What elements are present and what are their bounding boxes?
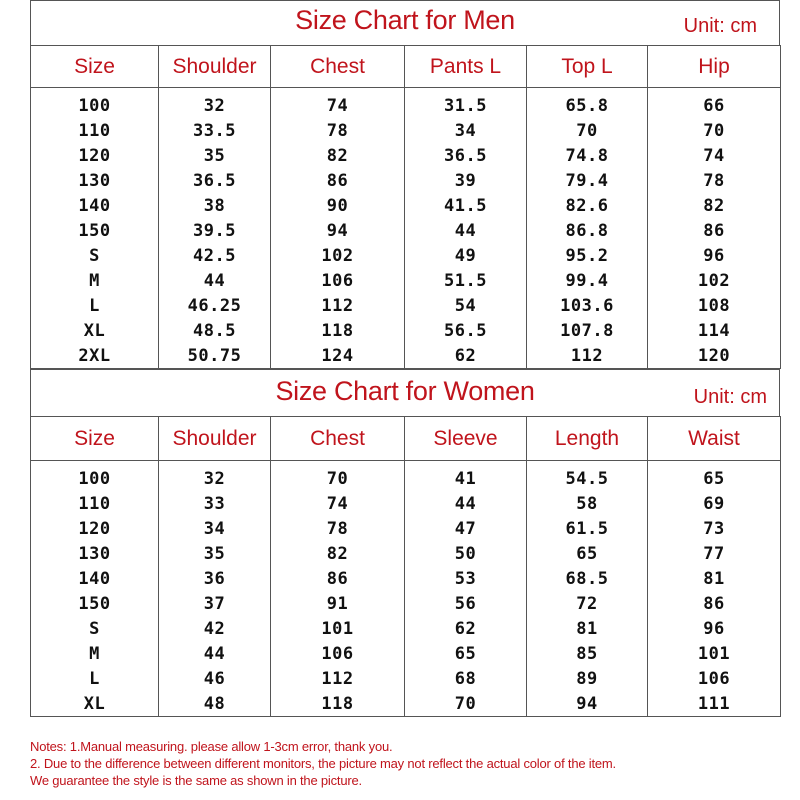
men-table-cell: 41.5 bbox=[405, 193, 527, 218]
women-table-cell: 50 bbox=[405, 541, 527, 566]
women-table-cell: 34 bbox=[159, 516, 271, 541]
men-table-cell: 38 bbox=[159, 193, 271, 218]
women-table-cell: 106 bbox=[648, 666, 781, 691]
women-column-header: Chest bbox=[271, 417, 405, 461]
men-table-cell: 36.5 bbox=[405, 143, 527, 168]
men-table-cell: 150 bbox=[31, 218, 159, 243]
women-table-cell: L bbox=[31, 666, 159, 691]
note-line-2: 2. Due to the difference between different monitors, the picture may not reflect the actual color of the item. bbox=[30, 756, 616, 771]
women-table-cell: 35 bbox=[159, 541, 271, 566]
men-table-cell: 31.5 bbox=[405, 88, 527, 119]
women-table-cell: 94 bbox=[527, 691, 648, 717]
men-table-row bbox=[31, 318, 781, 343]
women-table-cell: 68.5 bbox=[527, 566, 648, 591]
women-table-row bbox=[31, 541, 781, 566]
men-table-cell: 50.75 bbox=[159, 343, 271, 369]
men-table-cell: 82 bbox=[271, 143, 405, 168]
men-table-cell: 70 bbox=[648, 118, 781, 143]
women-table-cell: 61.5 bbox=[527, 516, 648, 541]
women-table-cell: 58 bbox=[527, 491, 648, 516]
men-table-cell: 2XL bbox=[31, 343, 159, 369]
men-table-cell: S bbox=[31, 243, 159, 268]
women-table-cell: M bbox=[31, 641, 159, 666]
men-table-cell: 112 bbox=[527, 343, 648, 369]
men-table-cell: 66 bbox=[648, 88, 781, 119]
women-table-cell: 68 bbox=[405, 666, 527, 691]
men-unit-label: Unit: cm bbox=[683, 15, 757, 37]
women-table-row bbox=[31, 516, 781, 541]
men-table-cell: 114 bbox=[648, 318, 781, 343]
women-chart-title: Size Chart for Women bbox=[275, 376, 535, 406]
women-table-cell: 72 bbox=[527, 591, 648, 616]
women-table-cell: 91 bbox=[271, 591, 405, 616]
women-table-cell: 81 bbox=[648, 566, 781, 591]
women-column-header: Size bbox=[31, 417, 159, 461]
women-table-cell: 130 bbox=[31, 541, 159, 566]
men-table-cell: 49 bbox=[405, 243, 527, 268]
men-table-cell: 62 bbox=[405, 343, 527, 369]
women-table-cell: 46 bbox=[159, 666, 271, 691]
women-table-cell: 37 bbox=[159, 591, 271, 616]
women-table-cell: 41 bbox=[405, 461, 527, 492]
men-table-cell: 74 bbox=[648, 143, 781, 168]
note-line-3: We guarantee the style is the same as shown in the picture. bbox=[30, 773, 362, 788]
women-table-cell: 82 bbox=[271, 541, 405, 566]
women-header-row bbox=[31, 417, 781, 461]
note-line-1: Notes: 1.Manual measuring. please allow 1-3cm error, thank you. bbox=[30, 739, 393, 754]
men-chart-title: Size Chart for Men bbox=[295, 5, 515, 35]
women-table-cell: 36 bbox=[159, 566, 271, 591]
men-table-cell: 44 bbox=[405, 218, 527, 243]
men-table-cell: 74 bbox=[271, 88, 405, 119]
men-table-row bbox=[31, 118, 781, 143]
women-table-cell: 120 bbox=[31, 516, 159, 541]
men-table-cell: 108 bbox=[648, 293, 781, 318]
men-table-row bbox=[31, 168, 781, 193]
women-table-cell: 53 bbox=[405, 566, 527, 591]
women-table-cell: 78 bbox=[271, 516, 405, 541]
men-table-cell: 74.8 bbox=[527, 143, 648, 168]
women-table-cell: 86 bbox=[648, 591, 781, 616]
women-table-cell: 32 bbox=[159, 461, 271, 492]
men-table-row bbox=[31, 268, 781, 293]
men-table-cell: 120 bbox=[648, 343, 781, 369]
men-table-cell: 34 bbox=[405, 118, 527, 143]
men-table-cell: 110 bbox=[31, 118, 159, 143]
men-table-cell: 51.5 bbox=[405, 268, 527, 293]
men-column-header: Chest bbox=[271, 46, 405, 88]
men-table-cell: 106 bbox=[271, 268, 405, 293]
men-table-cell: 95.2 bbox=[527, 243, 648, 268]
men-table-cell: 39 bbox=[405, 168, 527, 193]
men-table-cell: 35 bbox=[159, 143, 271, 168]
women-table-cell: 106 bbox=[271, 641, 405, 666]
women-table-cell: 48 bbox=[159, 691, 271, 717]
women-table-cell: 44 bbox=[159, 641, 271, 666]
men-table-cell: 112 bbox=[271, 293, 405, 318]
men-table-cell: M bbox=[31, 268, 159, 293]
men-table-cell: 82.6 bbox=[527, 193, 648, 218]
men-table-cell: 118 bbox=[271, 318, 405, 343]
men-table-row bbox=[31, 218, 781, 243]
men-table-cell: 33.5 bbox=[159, 118, 271, 143]
women-table-cell: 44 bbox=[405, 491, 527, 516]
women-table-row bbox=[31, 616, 781, 641]
women-table-cell: 110 bbox=[31, 491, 159, 516]
men-table-cell: 96 bbox=[648, 243, 781, 268]
women-column-header: Sleeve bbox=[405, 417, 527, 461]
women-size-table bbox=[30, 416, 781, 717]
men-table-cell: 102 bbox=[648, 268, 781, 293]
men-table-cell: 99.4 bbox=[527, 268, 648, 293]
men-table-cell: 36.5 bbox=[159, 168, 271, 193]
women-table-row bbox=[31, 491, 781, 516]
women-table-cell: 150 bbox=[31, 591, 159, 616]
men-size-table bbox=[30, 45, 781, 369]
women-table-cell: 118 bbox=[271, 691, 405, 717]
notes-block bbox=[30, 738, 790, 789]
men-table-cell: 124 bbox=[271, 343, 405, 369]
women-table-cell: 100 bbox=[31, 461, 159, 492]
women-table-cell: 54.5 bbox=[527, 461, 648, 492]
size-chart-sheet bbox=[30, 0, 780, 717]
women-unit-label: Unit: cm bbox=[693, 386, 767, 408]
women-table-cell: 65 bbox=[405, 641, 527, 666]
men-column-header: Top L bbox=[527, 46, 648, 88]
men-table-cell: 32 bbox=[159, 88, 271, 119]
women-table-cell: 140 bbox=[31, 566, 159, 591]
men-table-cell: 78 bbox=[648, 168, 781, 193]
women-table-row bbox=[31, 566, 781, 591]
men-table-cell: 79.4 bbox=[527, 168, 648, 193]
men-column-header: Pants L bbox=[405, 46, 527, 88]
women-table-cell: 70 bbox=[405, 691, 527, 717]
men-table-cell: 78 bbox=[271, 118, 405, 143]
women-table-cell: 47 bbox=[405, 516, 527, 541]
men-table-row bbox=[31, 343, 781, 369]
women-column-header: Shoulder bbox=[159, 417, 271, 461]
men-table-cell: 46.25 bbox=[159, 293, 271, 318]
men-table-cell: 120 bbox=[31, 143, 159, 168]
women-table-row bbox=[31, 461, 781, 492]
men-table-cell: 44 bbox=[159, 268, 271, 293]
men-table-cell: 94 bbox=[271, 218, 405, 243]
women-table-cell: 101 bbox=[648, 641, 781, 666]
men-header-row bbox=[31, 46, 781, 88]
men-table-cell: 42.5 bbox=[159, 243, 271, 268]
women-table-cell: XL bbox=[31, 691, 159, 717]
men-table-row bbox=[31, 88, 781, 119]
women-table-cell: 33 bbox=[159, 491, 271, 516]
men-table-cell: 90 bbox=[271, 193, 405, 218]
women-table-cell: 77 bbox=[648, 541, 781, 566]
women-column-header: Waist bbox=[648, 417, 781, 461]
women-table-cell: 111 bbox=[648, 691, 781, 717]
women-table-cell: 65 bbox=[527, 541, 648, 566]
men-table-row bbox=[31, 193, 781, 218]
men-table-cell: 107.8 bbox=[527, 318, 648, 343]
men-table-cell: 102 bbox=[271, 243, 405, 268]
men-table-cell: 48.5 bbox=[159, 318, 271, 343]
women-table-row bbox=[31, 641, 781, 666]
men-table-cell: 86.8 bbox=[527, 218, 648, 243]
men-table-cell: 140 bbox=[31, 193, 159, 218]
men-table-row bbox=[31, 243, 781, 268]
men-table-cell: 86 bbox=[648, 218, 781, 243]
women-table-cell: 81 bbox=[527, 616, 648, 641]
women-table-row bbox=[31, 666, 781, 691]
women-table-cell: 65 bbox=[648, 461, 781, 492]
women-table-cell: 89 bbox=[527, 666, 648, 691]
men-table-cell: 100 bbox=[31, 88, 159, 119]
women-table-cell: 101 bbox=[271, 616, 405, 641]
men-table-cell: 56.5 bbox=[405, 318, 527, 343]
men-table-row bbox=[31, 293, 781, 318]
men-table-cell: 65.8 bbox=[527, 88, 648, 119]
women-table-cell: 74 bbox=[271, 491, 405, 516]
men-table-cell: 103.6 bbox=[527, 293, 648, 318]
men-table-cell: 130 bbox=[31, 168, 159, 193]
women-title-bar bbox=[30, 369, 780, 416]
women-table-cell: 112 bbox=[271, 666, 405, 691]
men-table-row bbox=[31, 143, 781, 168]
women-table-row bbox=[31, 591, 781, 616]
men-table-cell: 86 bbox=[271, 168, 405, 193]
men-table-cell: 39.5 bbox=[159, 218, 271, 243]
women-table-cell: S bbox=[31, 616, 159, 641]
women-table-cell: 42 bbox=[159, 616, 271, 641]
women-table-cell: 85 bbox=[527, 641, 648, 666]
women-table-cell: 70 bbox=[271, 461, 405, 492]
men-table-cell: 70 bbox=[527, 118, 648, 143]
men-table-cell: 54 bbox=[405, 293, 527, 318]
men-table-cell: 82 bbox=[648, 193, 781, 218]
women-table-row bbox=[31, 691, 781, 717]
men-column-header: Hip bbox=[648, 46, 781, 88]
women-column-header: Length bbox=[527, 417, 648, 461]
women-table-cell: 96 bbox=[648, 616, 781, 641]
women-table-cell: 73 bbox=[648, 516, 781, 541]
women-table-cell: 62 bbox=[405, 616, 527, 641]
men-column-header: Shoulder bbox=[159, 46, 271, 88]
men-table-cell: XL bbox=[31, 318, 159, 343]
men-table-cell: L bbox=[31, 293, 159, 318]
women-table-cell: 69 bbox=[648, 491, 781, 516]
women-table-cell: 86 bbox=[271, 566, 405, 591]
men-title-bar bbox=[30, 0, 780, 45]
women-table-cell: 56 bbox=[405, 591, 527, 616]
men-column-header: Size bbox=[31, 46, 159, 88]
